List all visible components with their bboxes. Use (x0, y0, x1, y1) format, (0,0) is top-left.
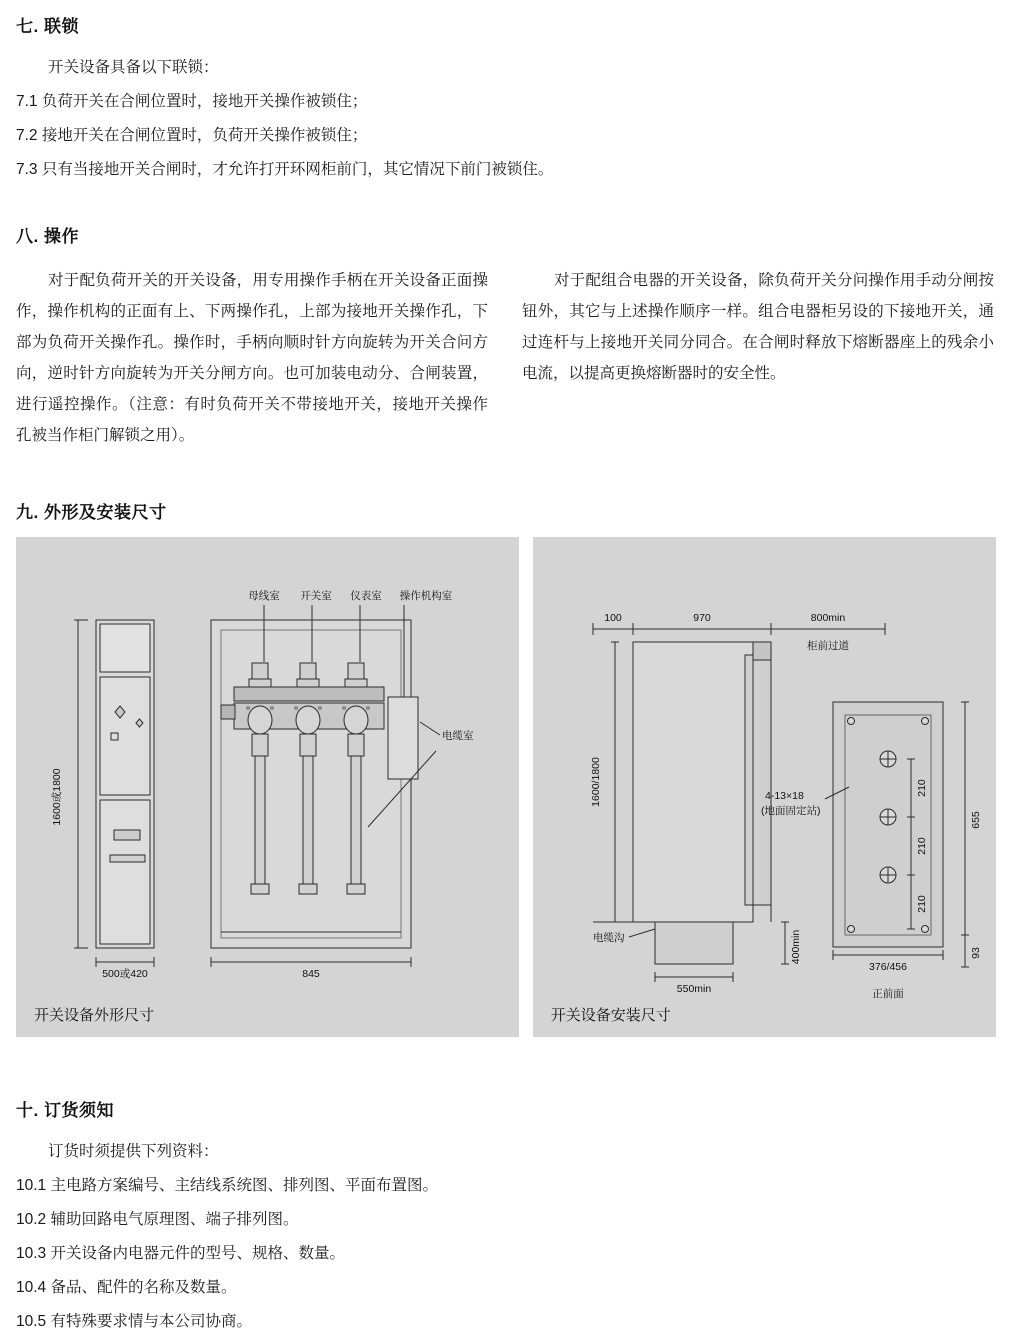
operation-paragraph-left: 对于配负荷开关的开关设备，用专用操作手柄在开关设备正面操作，操作机构的正面有上、下两操作孔，上部为接地开关操作孔，下部为负荷开关操作孔。操作时，手柄向顺时针方向旋转为开关合问方向，逆时针方向旋转为开关分闸方向。也可加装电动分、合闸装置，进行遥控操作。（注意：有时负荷开关不带接地开关，接地开关操作孔被当作柜门解锁之用）。 (16, 272, 488, 444)
section-operation (16, 222, 996, 451)
outline-drawing (16, 537, 526, 1037)
label-instrument-room: 仪表室 (350, 590, 382, 602)
label-210-c: 210 (915, 895, 928, 913)
label-cable-trench: 电缆沟 (592, 932, 625, 944)
label-holes-note: (地面固定站) (760, 805, 821, 817)
figure-left-caption: 开关设备外形尺寸 (34, 1007, 155, 1024)
ordering-item-5: 10.5 有特殊要求情与本公司协商。 (16, 1313, 252, 1330)
label-655: 655 (969, 811, 982, 829)
ordering-item-2: 10.2 辅助回路电气原理图、端子排列图。 (16, 1211, 299, 1228)
operation-paragraph-right: 对于配组合电器的开关设备，除负荷开关分问操作用手动分闸按钮外，其它与上述操作顺序一样。组合电器柜另设的下接地开关，通过连杆与上接地开关同分同合。在合闸时释放下熔断器座上的残余小电流，以提高更换熔断器时的安全性。 (522, 272, 994, 382)
label-width-left: 500或420 (102, 968, 148, 980)
label-cable-room: 电缆室 (442, 730, 474, 742)
label-busbar-room: 母线室 (248, 590, 280, 602)
operation-column-left (16, 265, 488, 451)
figure-outline-dimensions (16, 537, 519, 1037)
label-100: 100 (603, 612, 622, 624)
figure-right-caption: 开关设备安装尺寸 (550, 1007, 671, 1024)
label-width-right: 845 (302, 968, 320, 980)
section-heading-operation: 八. 操作 (16, 227, 79, 246)
label-holes: 4-13×18 (764, 790, 804, 802)
operation-column-right (522, 265, 994, 451)
interlock-intro: 开关设备具备以下联锁： (48, 59, 219, 76)
label-height: 1600或1800 (51, 768, 63, 826)
ordering-intro: 订货时须提供下列资料： (48, 1143, 219, 1160)
label-800min: 800min (810, 612, 845, 624)
label-970: 970 (692, 612, 711, 624)
ordering-item-3: 10.3 开关设备内电器元件的型号、规格、数量。 (16, 1245, 345, 1262)
installation-drawing (533, 537, 1003, 1037)
section-dimensions (16, 498, 996, 1037)
operation-columns (16, 265, 996, 451)
interlock-item-1: 7.1 负荷开关在合闸位置时，接地开关操作被锁住； (16, 93, 368, 110)
interlock-body (16, 53, 996, 185)
label-switch-room: 开关室 (300, 590, 332, 602)
interlock-item-2: 7.2 接地开关在合闸位置时，负荷开关操作被锁住； (16, 127, 368, 144)
figures-row (16, 537, 996, 1037)
interlock-item-3: 7.3 只有当接地开关合闸时，才允许打开环网柜前门，其它情况下前门被锁住。 (16, 161, 554, 178)
label-550min: 550min (676, 983, 711, 995)
section-heading-ordering: 十. 订货须知 (16, 1101, 114, 1120)
ordering-item-1: 10.1 主电路方案编号、主结线系统图、排列图、平面布置图。 (16, 1177, 438, 1194)
ordering-item-4: 10.4 备品、配件的名称及数量。 (16, 1279, 237, 1296)
label-210-a: 210 (915, 779, 928, 797)
section-heading-interlock: 七. 联锁 (16, 17, 79, 36)
section-interlock (16, 12, 996, 189)
section-ordering (16, 1096, 996, 1341)
label-mechanism-room: 操作机构室 (399, 590, 453, 602)
label-93: 93 (969, 947, 982, 959)
section-heading-dimensions: 九. 外形及安装尺寸 (16, 503, 167, 522)
label-front-view: 正前面 (871, 988, 904, 1000)
label-210-b: 210 (915, 837, 928, 855)
label-front-aisle: 柜前过道 (806, 640, 849, 652)
label-400min: 400min (789, 929, 802, 965)
label-height-right: 1600/1800 (589, 757, 602, 807)
label-376-456: 376/456 (868, 961, 907, 973)
figure-installation-dimensions (533, 537, 996, 1037)
ordering-body (16, 1137, 996, 1337)
